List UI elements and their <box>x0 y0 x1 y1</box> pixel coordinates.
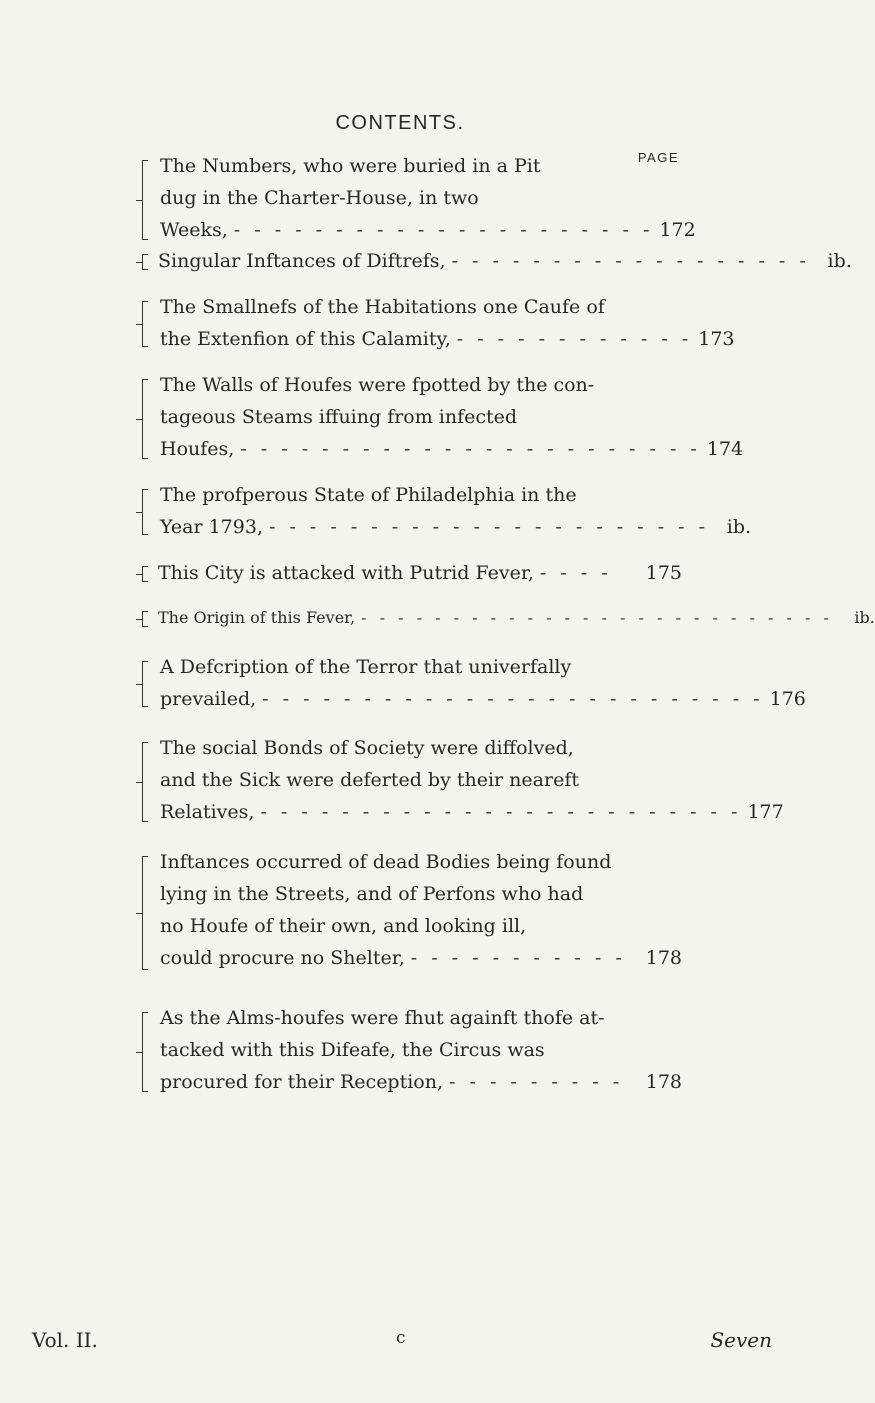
brace-icon <box>142 301 148 347</box>
page-number: ib. <box>726 516 752 538</box>
entry-last-line: This City is attacked with Putrid Fever, <box>158 562 534 584</box>
leader-dots: - - - - - - - - - - - - - - - - - - - - - - - - <box>260 801 742 823</box>
entry-last-line: Year 1793, <box>160 516 263 538</box>
entry-line: Inftances occurred of dead Bodies being found <box>160 851 612 873</box>
entry-line: The Numbers, who were buried in a Pit <box>160 155 541 177</box>
contents-entry <box>142 1002 682 1098</box>
entry-last-line: Singular Inftances of Diftrefs, <box>158 250 446 272</box>
brace-icon <box>142 379 148 459</box>
leader-dots: - - - - - - - - - - - <box>410 947 626 969</box>
catchword: Seven <box>710 1328 772 1352</box>
entry-line: The profperous State of Philadelphia in the <box>160 484 577 506</box>
entry-line: As the Alms-houfes were fhut againft thofe at- <box>160 1007 605 1029</box>
leader-dots: - - - - <box>539 562 612 584</box>
entry-line: dug in the Charter-House, in two <box>160 187 479 209</box>
entry-last-line: prevailed, <box>160 688 257 710</box>
brace-icon <box>142 254 148 270</box>
page-number: ib. <box>827 250 852 272</box>
brace-icon <box>142 1012 148 1092</box>
page-number: 175 <box>645 562 682 584</box>
entry-line: tageous Steams iffuing from infected <box>160 406 518 428</box>
brace-icon <box>142 661 148 707</box>
contents-entry <box>142 150 696 246</box>
contents-entry <box>142 369 744 465</box>
leader-dots: - - - - - - - - - - - - <box>456 328 693 350</box>
entry-last-line: the Extenfion of this Calamity, <box>160 328 451 350</box>
signature-mark: c <box>396 1328 406 1348</box>
leader-dots: - - - - - - - - - - - - - - - - - - <box>451 250 810 272</box>
entry-line: tacked with this Difeafe, the Circus was <box>160 1039 545 1061</box>
contents-entry <box>142 291 735 355</box>
page-number: 174 <box>706 438 744 460</box>
brace-icon <box>142 489 148 535</box>
entry-last-line: Weeks, <box>160 219 228 241</box>
page-number: 176 <box>769 688 806 710</box>
entry-last-line: Houfes, <box>160 438 235 460</box>
entry-line: The Walls of Houfes were fpotted by the con- <box>160 374 595 396</box>
brace-icon <box>142 856 148 970</box>
page-footer <box>0 1328 800 1364</box>
entry-line: The social Bonds of Society were diffolved, <box>160 737 574 759</box>
page-title: CONTENTS. <box>335 112 465 134</box>
contents-entry <box>142 732 784 828</box>
volume-label: Vol. II. <box>32 1328 98 1352</box>
contents-entry <box>142 651 806 715</box>
leader-dots: - - - - - - - - - <box>449 1071 624 1093</box>
leader-dots: - - - - - - - - - - - - - - - - - - - - - <box>233 219 654 241</box>
brace-icon <box>142 160 148 240</box>
entry-last-line: The Origin of this Fever, <box>158 608 356 627</box>
page-number: 172 <box>659 219 696 241</box>
page-number: 177 <box>747 801 784 823</box>
page-column-label: PAGE <box>637 150 679 165</box>
entry-line: and the Sick were deferted by their neareft <box>160 769 579 791</box>
entry-last-line: Relatives, <box>160 801 255 823</box>
entry-line: The Smallnefs of the Habitations one Caufe of <box>160 296 605 318</box>
page-number: 178 <box>645 947 682 969</box>
brace-icon <box>142 742 148 822</box>
contents-entry <box>142 602 875 634</box>
page-number: ib. <box>854 608 875 627</box>
page-number: 178 <box>645 1071 682 1093</box>
entry-line: A Defcription of the Terror that univerfally <box>160 656 572 678</box>
contents-entry <box>142 557 682 589</box>
contents-entry <box>142 245 852 277</box>
brace-icon <box>142 566 148 582</box>
brace-icon <box>142 611 148 627</box>
leader-dots: - - - - - - - - - - - - - - - - - - - - - - - <box>240 438 701 460</box>
entry-line: lying in the Streets, and of Perfons who had <box>160 883 584 905</box>
leader-dots: - - - - - - - - - - - - - - - - - - - - - - - - - <box>262 688 764 710</box>
leader-dots: - - - - - - - - - - - - - - - - - - - - - - - - - - <box>361 608 833 627</box>
entry-line: no Houfe of their own, and looking ill, <box>160 915 527 937</box>
page-number: 173 <box>698 328 735 350</box>
contents-entry <box>142 846 682 974</box>
contents-entry <box>142 479 752 543</box>
entry-last-line: procured for their Reception, <box>160 1071 444 1093</box>
entry-last-line: could procure no Shelter, <box>160 947 405 969</box>
leader-dots: - - - - - - - - - - - - - - - - - - - - - - <box>268 516 710 538</box>
